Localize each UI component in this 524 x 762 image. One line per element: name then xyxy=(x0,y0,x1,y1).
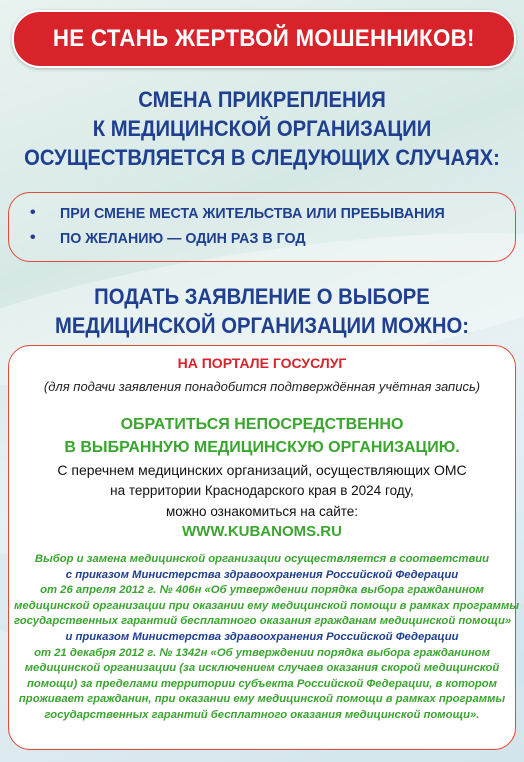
info-line: можно ознакомиться на сайте: xyxy=(165,504,359,519)
list-item-text: ПО ЖЕЛАНИЮ — ОДИН РАЗ В ГОД xyxy=(60,229,306,247)
list-item xyxy=(30,204,465,222)
warning-banner xyxy=(12,10,516,68)
website-link[interactable]: WWW.KUBANOMS.RU xyxy=(182,523,342,540)
list-item xyxy=(30,229,318,247)
portal-title: НА ПОРТАЛЕ ГОСУСЛУГ xyxy=(177,355,347,371)
heading-line: ПОДАТЬ ЗАЯВЛЕНИЕ О ВЫБОРЕ xyxy=(94,284,430,309)
heading-line: К МЕДИЦИНСКОЙ ОРГАНИЗАЦИИ xyxy=(92,116,432,141)
legal-line: от 21 декабря 2012 г. № 1342н «Об утверждении порядка выбора гражданином xyxy=(34,646,490,659)
legal-line: проживает гражданин, при оказании ему медицинской помощи в рамках программы xyxy=(18,693,506,706)
bullet-icon: • xyxy=(30,229,36,246)
section-heading-application xyxy=(0,282,524,340)
legal-line: Выбор и замена медицинской организации осуществляется в соответствии xyxy=(34,553,490,565)
heading-line: МЕДИЦИНСКОЙ ОРГАНИЗАЦИИ МОЖНО: xyxy=(55,313,469,338)
legal-line: помощи) за пределами территории субъекта Российской Федерации, в котором xyxy=(26,677,498,690)
cases-box xyxy=(8,192,516,262)
list-item-text: ПРИ СМЕНЕ МЕСТА ЖИТЕЛЬСТВА ИЛИ ПРЕБЫВАНИЯ xyxy=(60,204,445,222)
legal-text xyxy=(14,552,520,724)
legal-line: государственных гарантий бесплатного оказания гражданам медицинской помощи» xyxy=(14,615,512,628)
legal-line: медицинской организации (за исключением случаев оказания скорой медицинской xyxy=(24,662,500,675)
portal-note: (для подачи заявления понадобится подтверждённая учётная запись) xyxy=(43,379,481,394)
info-line: на территории Краснодарского края в 2024 году, xyxy=(110,483,414,498)
heading-line: ОСУЩЕСТВЛЯЕТСЯ В СЛЕДУЮЩИХ СЛУЧАЯХ: xyxy=(24,145,500,170)
direct-title-line: ОБРАТИТЬСЯ НЕПОСРЕДСТВЕННО xyxy=(120,416,404,433)
heading-line: СМЕНА ПРИКРЕПЛЕНИЯ xyxy=(138,87,386,112)
legal-line: государственных гарантий бесплатного оказания медицинской помощи». xyxy=(44,708,480,721)
legal-line: и приказом Министерства здравоохранения Российской Федерации xyxy=(65,630,459,643)
legal-line: медицинской организации при оказании ему медицинской помощи в рамках программы xyxy=(14,599,520,612)
section-heading-reattachment xyxy=(0,85,524,172)
legal-line: от 26 апреля 2012 г. № 406н «Об утверждении порядка выбора гражданином xyxy=(40,584,484,597)
banner-title: НЕ СТАНЬ ЖЕРТВОЙ МОШЕННИКОВ! xyxy=(53,25,475,52)
direct-title-line: В ВЫБРАННУЮ МЕДИЦИНСКУЮ ОРГАНИЗАЦИЮ. xyxy=(64,439,460,456)
bullet-icon: • xyxy=(30,204,36,221)
info-line: С перечнем медицинских организаций, осуществляющих ОМС xyxy=(57,462,467,478)
legal-line: с приказом Министерства здравоохранения Российской Федерации xyxy=(65,568,459,581)
